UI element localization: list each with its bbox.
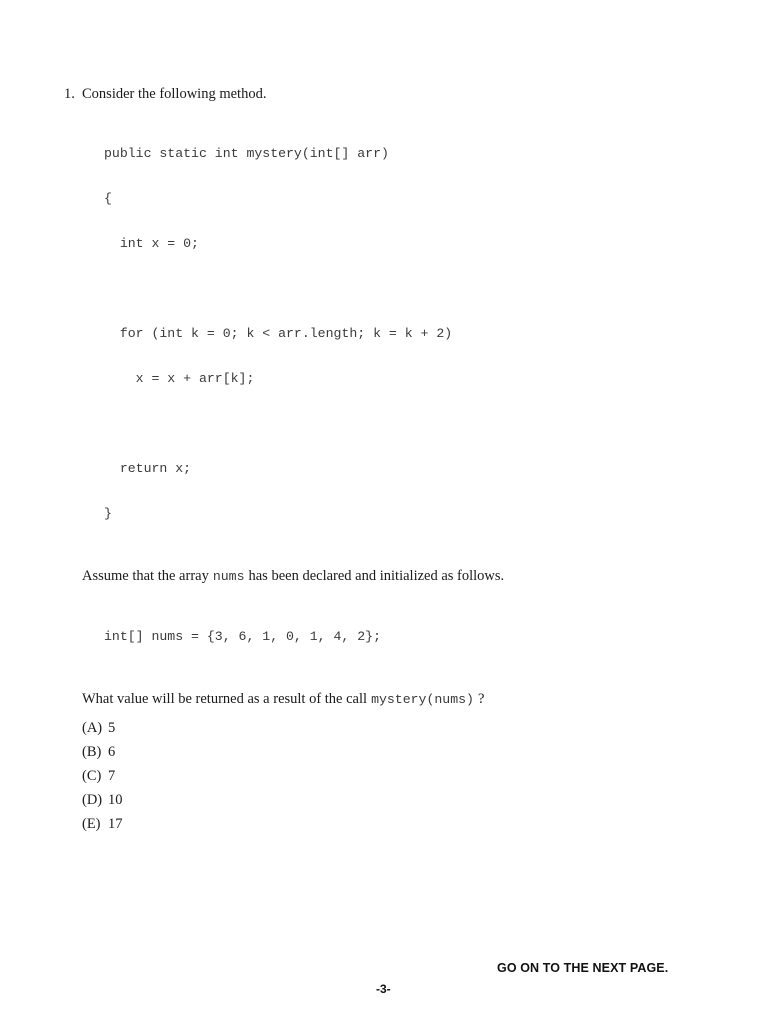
- question-prompt-line: [64, 84, 724, 104]
- code-line: for (int k = 0; k < arr.length; k = k + 2): [104, 326, 453, 341]
- ask-after: ?: [477, 691, 485, 707]
- method-code-block: [104, 116, 724, 551]
- assumption-before: Assume that the array: [82, 568, 209, 584]
- answer-choices: [82, 716, 724, 836]
- go-on-notice: GO ON TO THE NEXT PAGE.: [497, 961, 669, 975]
- call-code: mystery(nums): [371, 692, 474, 707]
- code-line: [104, 281, 724, 296]
- question-number: 1.: [64, 86, 75, 102]
- choice-c[interactable]: [82, 764, 724, 788]
- choice-d[interactable]: [82, 788, 724, 812]
- question-1: [64, 84, 724, 836]
- code-line: }: [104, 506, 112, 521]
- code-line: int x = 0;: [104, 236, 199, 251]
- code-line: return x;: [104, 461, 192, 476]
- choice-letter: (A): [82, 720, 103, 736]
- choice-letter: (C): [82, 768, 102, 784]
- code-line: [104, 416, 724, 431]
- choice-a[interactable]: [82, 716, 724, 740]
- choice-letter: (B): [82, 744, 102, 760]
- choice-b[interactable]: [82, 740, 724, 764]
- code-line: x = x + arr[k];: [104, 371, 255, 386]
- array-name-code: nums: [212, 569, 245, 584]
- assumption-text: [82, 566, 724, 587]
- choice-text: 7: [108, 768, 116, 784]
- choice-text: 17: [108, 816, 123, 832]
- question-ask: [82, 689, 724, 710]
- code-line: int[] nums = {3, 6, 1, 0, 1, 4, 2};: [104, 629, 381, 644]
- choice-text: 5: [108, 720, 116, 736]
- code-line: {: [104, 191, 112, 206]
- choice-letter: (D): [82, 792, 103, 808]
- choice-letter: (E): [82, 816, 101, 832]
- choice-text: 6: [108, 744, 116, 760]
- ask-before: What value will be returned as a result of the call: [82, 691, 368, 707]
- assumption-after: has been declared and initialized as follows.: [248, 568, 505, 584]
- question-prompt: Consider the following method.: [82, 86, 267, 102]
- page-number: -3-: [376, 982, 391, 996]
- array-init-code: [104, 599, 724, 674]
- choice-text: 10: [108, 792, 123, 808]
- code-line: public static int mystery(int[] arr): [104, 146, 389, 161]
- choice-e[interactable]: [82, 812, 724, 836]
